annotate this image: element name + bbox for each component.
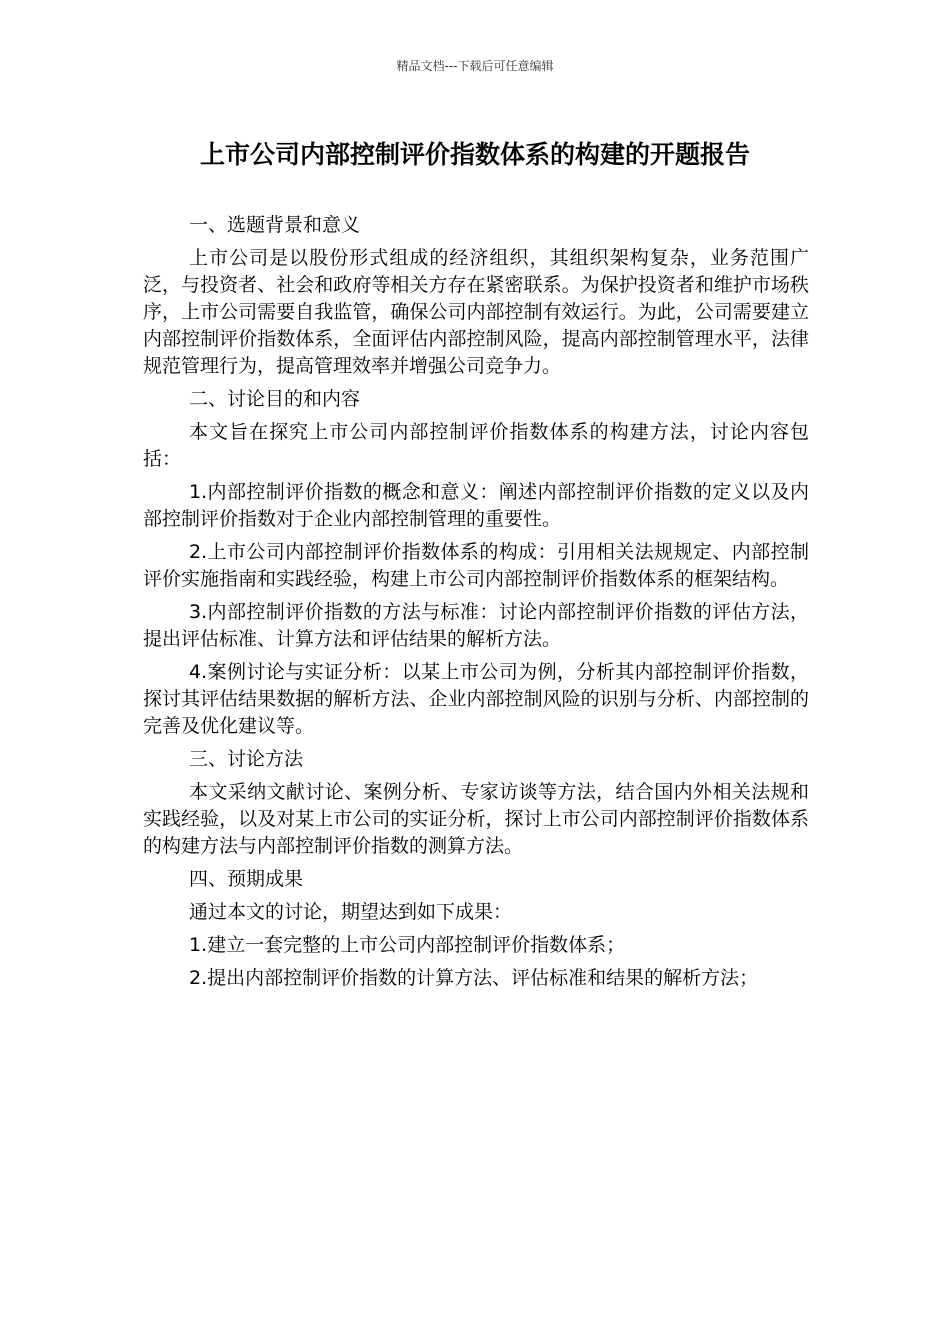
section-heading-purpose: 二、讨论目的和内容 — [189, 388, 361, 410]
list-item-purpose-3: 3.内部控制评价指数的方法与标准：讨论内部控制评价指数的评估方法，提出评估标准、计算方法和评估结果的解析方法。 — [143, 601, 809, 650]
document-title: 上市公司内部控制评价指数体系的构建的开题报告 — [199, 140, 750, 169]
list-item-purpose-1: 1.内部控制评价指数的概念和意义：阐述内部控制评价指数的定义以及内部控制评价指数对于企业内部控制管理的重要性。 — [143, 481, 809, 530]
section-heading-background: 一、选题背景和意义 — [189, 214, 361, 236]
section-heading-outcomes: 四、预期成果 — [189, 868, 304, 890]
paragraph-purpose-intro: 本文旨在探究上市公司内部控制评价指数体系的构建方法，讨论内容包括： — [143, 421, 809, 470]
list-item-outcome-2: 2.提出内部控制评价指数的计算方法、评估标准和结果的解析方法； — [189, 967, 759, 989]
paragraph-background: 上市公司是以股份形式组成的经济组织，其组织架构复杂，业务范围广泛，与投资者、社会和政府等相关方存在紧密联系。为保护投资者和维护市场秩序，上市公司需要自我监管，确保公司内部控制有效运行。为此，公司需要建立内部控制评价指数体系，全面评估内部控制风险，提高内部控制管理水平，法律规范管理行为，提高管理效率并增强公司竞争力。 — [143, 247, 809, 377]
list-item-purpose-2: 2.上市公司内部控制评价指数体系的构成：引用相关法规规定、内部控制评价实施指南和实践经验，构建上市公司内部控制评价指数体系的框架结构。 — [143, 541, 809, 590]
header-note: 精品文档---下载后可任意编辑 — [396, 59, 554, 73]
list-item-purpose-4: 4.案例讨论与实证分析：以某上市公司为例，分析其内部控制评价指数，探讨其评估结果数据的解析方法、企业内部控制风险的识别与分析、内部控制的完善及优化建议等。 — [143, 661, 809, 737]
paragraph-method: 本文采纳文献讨论、案例分析、专家访谈等方法，结合国内外相关法规和实践经验，以及对某上市公司的实证分析，探讨上市公司内部控制评价指数体系的构建方法与内部控制评价指数的测算方法。 — [143, 781, 809, 857]
document-body — [143, 212, 809, 998]
section-heading-method: 三、讨论方法 — [189, 748, 304, 770]
list-item-outcome-1: 1.建立一套完整的上市公司内部控制评价指数体系； — [189, 934, 626, 956]
paragraph-outcomes-intro: 通过本文的讨论，期望达到如下成果： — [189, 901, 513, 923]
